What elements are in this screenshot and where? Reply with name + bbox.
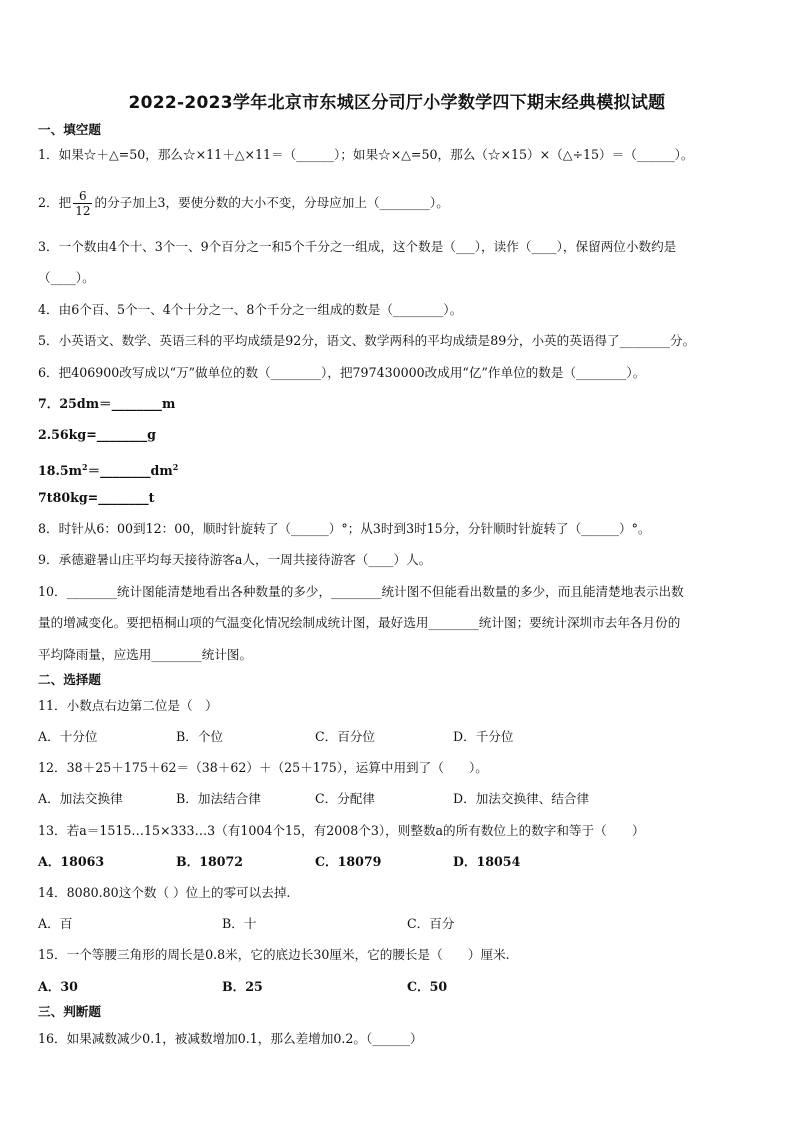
q15-option-b: B．25 [222, 979, 263, 994]
question-10-line-2: 量的增减变化。要把梧桐山项的气温变化情况绘制成统计图，最好选用________统计图；要统计深圳市去年各月份的 [38, 615, 681, 630]
question-1: 1．如果☆＋△=50，那么☆×11＋△×11＝（______）；如果☆×△=50，那么（☆×15）×（△÷15）＝（______）。 [38, 147, 694, 162]
q12-option-c: C．分配律 [315, 791, 376, 806]
superscript-2-unit: 2 [172, 462, 179, 472]
q12-option-a: A．加法交换律 [38, 791, 123, 806]
section-heading-fill-blank: 一、填空题 [38, 122, 101, 137]
question-5: 5．小英语文、数学、英语三科的平均成绩是92分，语文、数学两科的平均成绩是89分，小英的英语得了________分。 [38, 333, 696, 348]
question-3-line-2: （____）。 [38, 270, 95, 285]
superscript-2: 2 [82, 462, 88, 472]
q14-option-c: C．百分 [407, 916, 455, 931]
fraction-6-12 [73, 189, 92, 218]
fraction-denominator: 12 [75, 204, 91, 218]
page-title: 2022-2023学年北京市东城区分司厅小学数学四下期末经典模拟试题 [128, 93, 666, 113]
q11-option-b: B．个位 [176, 729, 224, 744]
question-2-suffix: 的分子加上3，要使分数的大小不变，分母应加上（________）。 [94, 195, 449, 210]
q14-option-b: B．十 [222, 916, 257, 931]
q11-option-a: A．十分位 [38, 729, 98, 744]
question-8: 8．时针从6：00到12：00，顺时针旋转了（______）°；从3时到3时15分，分针顺时针旋转了（______）°。 [38, 521, 651, 536]
section-heading-choice: 二、选择题 [38, 672, 101, 687]
q14-option-a: A．百 [38, 916, 73, 931]
question-9: 9．承德避暑山庄平均每天接待游客a人，一周共接待游客（____）人。 [38, 552, 432, 567]
question-10-line-3: 平均降雨量，应选用________统计图。 [38, 647, 253, 662]
q11-option-d: D．千分位 [453, 729, 514, 744]
question-14: 14．8080.80这个数（ ）位上的零可以去掉. [38, 885, 291, 900]
q11-option-c: C．百分位 [315, 729, 376, 744]
q13-option-a: A．18063 [38, 854, 105, 869]
q12-option-b: B．加法结合律 [176, 791, 261, 806]
question-7a: 7．25dm＝________m [38, 396, 176, 411]
question-10-line-1: 10．________统计图能清楚地看出各种数量的多少，________统计图不但能看出数量的多少，而且能清楚地表示出数 [38, 584, 684, 599]
question-15: 15．一个等腰三角形的周长是0.8米，它的底边长30厘米，它的腰长是（ ）厘米. [38, 947, 510, 962]
question-16: 16．如果减数减少0.1，被减数增加0.1，那么差增加0.2。（______） [38, 1031, 423, 1046]
question-3-line-1: 3．一个数由4个十、3个一、9个百分之一和5个千分之一组成，这个数是（___），读作（____），保留两位小数约是 [38, 239, 677, 254]
q13-option-b: B．18072 [176, 854, 244, 869]
question-7c-blank: ＝________dm [87, 463, 173, 479]
section-heading-judge: 三、判断题 [38, 1004, 101, 1019]
question-2 [38, 188, 449, 218]
q13-option-d: D．18054 [453, 854, 521, 869]
question-2-prefix: 2．把 [38, 195, 72, 210]
question-4: 4．由6个百、5个一、4个十分之一、8个千分之一组成的数是（________）。 [38, 302, 463, 317]
fraction-numerator: 6 [73, 189, 92, 204]
q15-option-a: A．30 [38, 979, 78, 994]
question-12: 12．38＋25＋175＋62＝（38＋62）＋（25＋175），运算中用到了（ ）。 [38, 760, 488, 775]
question-7d: 7t80kg=________t [38, 490, 155, 505]
question-7c [38, 458, 178, 480]
question-6: 6．把406900改写成以“万”做单位的数（________），把797430000改成用“亿”作单位的数是（________）。 [38, 365, 646, 380]
question-7b: 2.56kg=________g [38, 427, 156, 442]
question-7c-value: 18.5m [38, 463, 82, 479]
q12-option-d: D．加法交换律、结合律 [453, 791, 590, 806]
q13-option-c: C．18079 [315, 854, 382, 869]
question-13: 13．若a＝1515…15×333…3（有1004个15，有2008个3），则整数a的所有数位上的数字和等于（ ） [38, 823, 645, 838]
q15-option-c: C．50 [407, 979, 448, 994]
question-11: 11．小数点右边第二位是（ ） [38, 698, 218, 713]
